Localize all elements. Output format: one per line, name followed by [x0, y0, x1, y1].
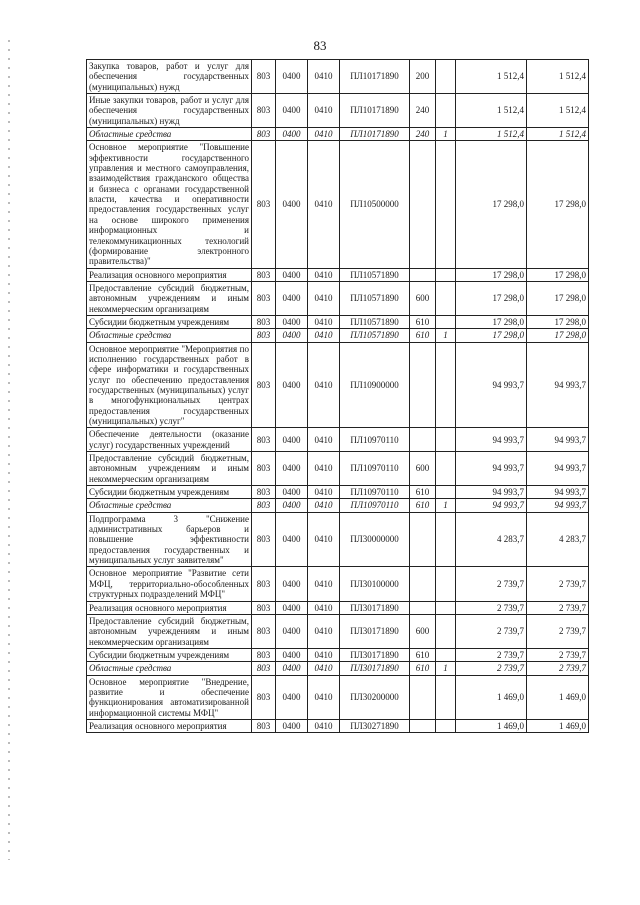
department-code-cell: 803 [252, 128, 276, 141]
expense-type-cell: 610 [410, 499, 436, 512]
amount-first-cell: 1 469,0 [456, 719, 527, 732]
row-name-cell: Обеспечение деятельности (оказание услуг) государственных учреждений [87, 428, 252, 452]
subsection-code-cell: 0410 [308, 675, 340, 719]
table-row [87, 268, 589, 281]
amount-first-cell: 94 993,7 [456, 499, 527, 512]
section-code-cell: 0400 [276, 141, 308, 268]
department-code-cell: 803 [252, 648, 276, 661]
department-code-cell: 803 [252, 268, 276, 281]
row-name-cell: Реализация основного мероприятия [87, 268, 252, 281]
amount-second-cell: 94 993,7 [527, 342, 589, 428]
section-code-cell: 0400 [276, 512, 308, 567]
target-article-cell: ПЛ30171890 [340, 614, 410, 648]
amount-first-cell: 1 512,4 [456, 94, 527, 128]
target-article-cell: ПЛ10970110 [340, 499, 410, 512]
section-code-cell: 0400 [276, 486, 308, 499]
amount-second-cell: 1 469,0 [527, 719, 589, 732]
department-code-cell: 803 [252, 60, 276, 94]
amount-second-cell: 2 739,7 [527, 614, 589, 648]
source-cell [436, 719, 456, 732]
department-code-cell: 803 [252, 675, 276, 719]
department-code-cell: 803 [252, 614, 276, 648]
section-code-cell: 0400 [276, 601, 308, 614]
page-number: 83 [313, 38, 327, 53]
target-article-cell: ПЛ10571890 [340, 315, 410, 328]
source-cell [436, 94, 456, 128]
amount-second-cell: 94 993,7 [527, 486, 589, 499]
amount-first-cell: 17 298,0 [456, 329, 527, 342]
amount-first-cell: 17 298,0 [456, 315, 527, 328]
expense-type-cell: 610 [410, 486, 436, 499]
subsection-code-cell: 0410 [308, 128, 340, 141]
expense-type-cell: 610 [410, 315, 436, 328]
table-row [87, 614, 589, 648]
target-article-cell: ПЛ10571890 [340, 281, 410, 315]
target-article-cell: ПЛ10900000 [340, 342, 410, 428]
section-code-cell: 0400 [276, 662, 308, 675]
subsection-code-cell: 0410 [308, 499, 340, 512]
amount-second-cell: 4 283,7 [527, 512, 589, 567]
section-code-cell: 0400 [276, 567, 308, 601]
section-code-cell: 0400 [276, 675, 308, 719]
source-cell: 1 [436, 128, 456, 141]
source-cell [436, 675, 456, 719]
target-article-cell: ПЛ10171890 [340, 128, 410, 141]
expense-type-cell [410, 512, 436, 567]
row-name-cell: Областные средства [87, 499, 252, 512]
source-cell: 1 [436, 329, 456, 342]
target-article-cell: ПЛ30171890 [340, 648, 410, 661]
section-code-cell: 0400 [276, 268, 308, 281]
source-cell [436, 315, 456, 328]
expense-type-cell [410, 601, 436, 614]
expense-type-cell: 610 [410, 662, 436, 675]
amount-second-cell: 2 739,7 [527, 648, 589, 661]
department-code-cell: 803 [252, 601, 276, 614]
budget-table [86, 59, 589, 733]
source-cell [436, 512, 456, 567]
source-cell [436, 428, 456, 452]
amount-second-cell: 17 298,0 [527, 268, 589, 281]
amount-second-cell: 94 993,7 [527, 452, 589, 486]
source-cell [436, 567, 456, 601]
amount-second-cell: 17 298,0 [527, 315, 589, 328]
row-name-cell: Предоставление субсидий бюджетным, автономным учреждениям и иным некоммерческим организациям [87, 452, 252, 486]
source-cell [436, 268, 456, 281]
table-row [87, 128, 589, 141]
target-article-cell: ПЛ10571890 [340, 268, 410, 281]
department-code-cell: 803 [252, 141, 276, 268]
row-name-cell: Закупка товаров, работ и услуг для обеспечения государственных (муниципальных) нужд [87, 60, 252, 94]
table-row [87, 141, 589, 268]
row-name-cell: Областные средства [87, 662, 252, 675]
row-name-cell: Предоставление субсидий бюджетным, автономным учреждениям и иным некоммерческим организациям [87, 281, 252, 315]
expense-type-cell: 200 [410, 60, 436, 94]
amount-first-cell: 17 298,0 [456, 141, 527, 268]
expense-type-cell: 600 [410, 281, 436, 315]
table-row [87, 428, 589, 452]
table-row [87, 662, 589, 675]
department-code-cell: 803 [252, 512, 276, 567]
amount-first-cell: 17 298,0 [456, 268, 527, 281]
table-row [87, 281, 589, 315]
amount-second-cell: 1 512,4 [527, 60, 589, 94]
source-cell [436, 452, 456, 486]
table-row [87, 452, 589, 486]
amount-second-cell: 2 739,7 [527, 567, 589, 601]
amount-first-cell: 2 739,7 [456, 662, 527, 675]
subsection-code-cell: 0410 [308, 342, 340, 428]
subsection-code-cell: 0410 [308, 141, 340, 268]
section-code-cell: 0400 [276, 94, 308, 128]
subsection-code-cell: 0410 [308, 601, 340, 614]
row-name-cell: Основное мероприятие "Повышение эффективности государственного управления и местного самоуправления, взаимодействия гражданского общества и бизнеса с органами государственной власти, качества и оперативности предоставления государственных услуг на основе широкого применения информационных и телекоммуникационных технологий (формирование электронного правительства)" [87, 141, 252, 268]
subsection-code-cell: 0410 [308, 428, 340, 452]
expense-type-cell: 240 [410, 94, 436, 128]
section-code-cell: 0400 [276, 428, 308, 452]
department-code-cell: 803 [252, 662, 276, 675]
source-cell [436, 614, 456, 648]
source-cell: 1 [436, 662, 456, 675]
expense-type-cell [410, 675, 436, 719]
target-article-cell: ПЛ10970110 [340, 428, 410, 452]
amount-second-cell: 1 512,4 [527, 94, 589, 128]
table-row [87, 315, 589, 328]
department-code-cell: 803 [252, 452, 276, 486]
expense-type-cell: 610 [410, 648, 436, 661]
table-row [87, 499, 589, 512]
amount-second-cell: 17 298,0 [527, 329, 589, 342]
department-code-cell: 803 [252, 342, 276, 428]
subsection-code-cell: 0410 [308, 648, 340, 661]
subsection-code-cell: 0410 [308, 315, 340, 328]
target-article-cell: ПЛ30000000 [340, 512, 410, 567]
amount-first-cell: 4 283,7 [456, 512, 527, 567]
source-cell [436, 486, 456, 499]
row-name-cell: Субсидии бюджетным учреждениям [87, 315, 252, 328]
amount-first-cell: 2 739,7 [456, 614, 527, 648]
table-row [87, 601, 589, 614]
subsection-code-cell: 0410 [308, 60, 340, 94]
amount-first-cell: 94 993,7 [456, 452, 527, 486]
expense-type-cell [410, 428, 436, 452]
subsection-code-cell: 0410 [308, 486, 340, 499]
table-row [87, 486, 589, 499]
source-cell [436, 281, 456, 315]
expense-type-cell [410, 342, 436, 428]
row-name-cell: Подпрограмма 3 "Снижение административных барьеров и повышение эффективности предоставления государственных и муниципальных услуг заявителям" [87, 512, 252, 567]
target-article-cell: ПЛ10571890 [340, 329, 410, 342]
source-cell [436, 648, 456, 661]
target-article-cell: ПЛ10171890 [340, 60, 410, 94]
section-code-cell: 0400 [276, 452, 308, 486]
target-article-cell: ПЛ10500000 [340, 141, 410, 268]
table-row [87, 512, 589, 567]
section-code-cell: 0400 [276, 648, 308, 661]
expense-type-cell [410, 268, 436, 281]
source-cell [436, 60, 456, 94]
section-code-cell: 0400 [276, 128, 308, 141]
expense-type-cell [410, 567, 436, 601]
amount-second-cell: 17 298,0 [527, 281, 589, 315]
table-row [87, 342, 589, 428]
binding-margin-dots [8, 40, 10, 860]
amount-first-cell: 1 512,4 [456, 128, 527, 141]
target-article-cell: ПЛ30271890 [340, 719, 410, 732]
source-cell [436, 342, 456, 428]
source-cell [436, 601, 456, 614]
section-code-cell: 0400 [276, 499, 308, 512]
department-code-cell: 803 [252, 486, 276, 499]
target-article-cell: ПЛ30171890 [340, 601, 410, 614]
department-code-cell: 803 [252, 315, 276, 328]
expense-type-cell [410, 719, 436, 732]
subsection-code-cell: 0410 [308, 94, 340, 128]
section-code-cell: 0400 [276, 614, 308, 648]
subsection-code-cell: 0410 [308, 452, 340, 486]
section-code-cell: 0400 [276, 719, 308, 732]
amount-first-cell: 94 993,7 [456, 428, 527, 452]
source-cell [436, 141, 456, 268]
subsection-code-cell: 0410 [308, 662, 340, 675]
amount-first-cell: 94 993,7 [456, 486, 527, 499]
table-row [87, 94, 589, 128]
expense-type-cell: 610 [410, 329, 436, 342]
section-code-cell: 0400 [276, 60, 308, 94]
target-article-cell: ПЛ10970110 [340, 486, 410, 499]
amount-second-cell: 94 993,7 [527, 428, 589, 452]
table-row [87, 675, 589, 719]
target-article-cell: ПЛ30200000 [340, 675, 410, 719]
target-article-cell: ПЛ10171890 [340, 94, 410, 128]
row-name-cell: Предоставление субсидий бюджетным, автономным учреждениям и иным некоммерческим организациям [87, 614, 252, 648]
department-code-cell: 803 [252, 281, 276, 315]
table-row [87, 648, 589, 661]
subsection-code-cell: 0410 [308, 268, 340, 281]
row-name-cell: Областные средства [87, 128, 252, 141]
section-code-cell: 0400 [276, 281, 308, 315]
amount-first-cell: 94 993,7 [456, 342, 527, 428]
target-article-cell: ПЛ30100000 [340, 567, 410, 601]
department-code-cell: 803 [252, 94, 276, 128]
department-code-cell: 803 [252, 567, 276, 601]
section-code-cell: 0400 [276, 315, 308, 328]
amount-second-cell: 1 512,4 [527, 128, 589, 141]
subsection-code-cell: 0410 [308, 512, 340, 567]
amount-second-cell: 17 298,0 [527, 141, 589, 268]
expense-type-cell: 600 [410, 452, 436, 486]
section-code-cell: 0400 [276, 329, 308, 342]
subsection-code-cell: 0410 [308, 329, 340, 342]
row-name-cell: Реализация основного мероприятия [87, 601, 252, 614]
amount-first-cell: 2 739,7 [456, 601, 527, 614]
row-name-cell: Субсидии бюджетным учреждениям [87, 486, 252, 499]
table-row [87, 567, 589, 601]
section-code-cell: 0400 [276, 342, 308, 428]
row-name-cell: Субсидии бюджетным учреждениям [87, 648, 252, 661]
amount-first-cell: 1 469,0 [456, 675, 527, 719]
expense-type-cell [410, 141, 436, 268]
department-code-cell: 803 [252, 499, 276, 512]
amount-second-cell: 2 739,7 [527, 601, 589, 614]
row-name-cell: Основное мероприятие "Внедрение, развитие и обеспечение функционирования автоматизированной информационной системы МФЦ" [87, 675, 252, 719]
target-article-cell: ПЛ10970110 [340, 452, 410, 486]
amount-second-cell: 94 993,7 [527, 499, 589, 512]
table-row [87, 329, 589, 342]
subsection-code-cell: 0410 [308, 614, 340, 648]
department-code-cell: 803 [252, 329, 276, 342]
subsection-code-cell: 0410 [308, 719, 340, 732]
subsection-code-cell: 0410 [308, 281, 340, 315]
department-code-cell: 803 [252, 428, 276, 452]
amount-second-cell: 2 739,7 [527, 662, 589, 675]
amount-first-cell: 2 739,7 [456, 648, 527, 661]
amount-second-cell: 1 469,0 [527, 675, 589, 719]
row-name-cell: Областные средства [87, 329, 252, 342]
target-article-cell: ПЛ30171890 [340, 662, 410, 675]
amount-first-cell: 2 739,7 [456, 567, 527, 601]
amount-first-cell: 17 298,0 [456, 281, 527, 315]
expense-type-cell: 600 [410, 614, 436, 648]
department-code-cell: 803 [252, 719, 276, 732]
row-name-cell: Реализация основного мероприятия [87, 719, 252, 732]
row-name-cell: Основное мероприятие "Мероприятия по исполнению государственных работ в сфере информатики и государственных услуг по обеспечению предоставления государственных (муниципальных) услуг в многофункциональных центрах предоставления государственных (муниципальных) услуг" [87, 342, 252, 428]
row-name-cell: Основное мероприятие "Развитие сети МФЦ, территориально-обособленных структурных подразделений МФЦ" [87, 567, 252, 601]
subsection-code-cell: 0410 [308, 567, 340, 601]
table-row [87, 719, 589, 732]
expense-type-cell: 240 [410, 128, 436, 141]
table-row [87, 60, 589, 94]
table-body [87, 60, 589, 733]
amount-first-cell: 1 512,4 [456, 60, 527, 94]
row-name-cell: Иные закупки товаров, работ и услуг для обеспечения государственных (муниципальных) нужд [87, 94, 252, 128]
source-cell: 1 [436, 499, 456, 512]
